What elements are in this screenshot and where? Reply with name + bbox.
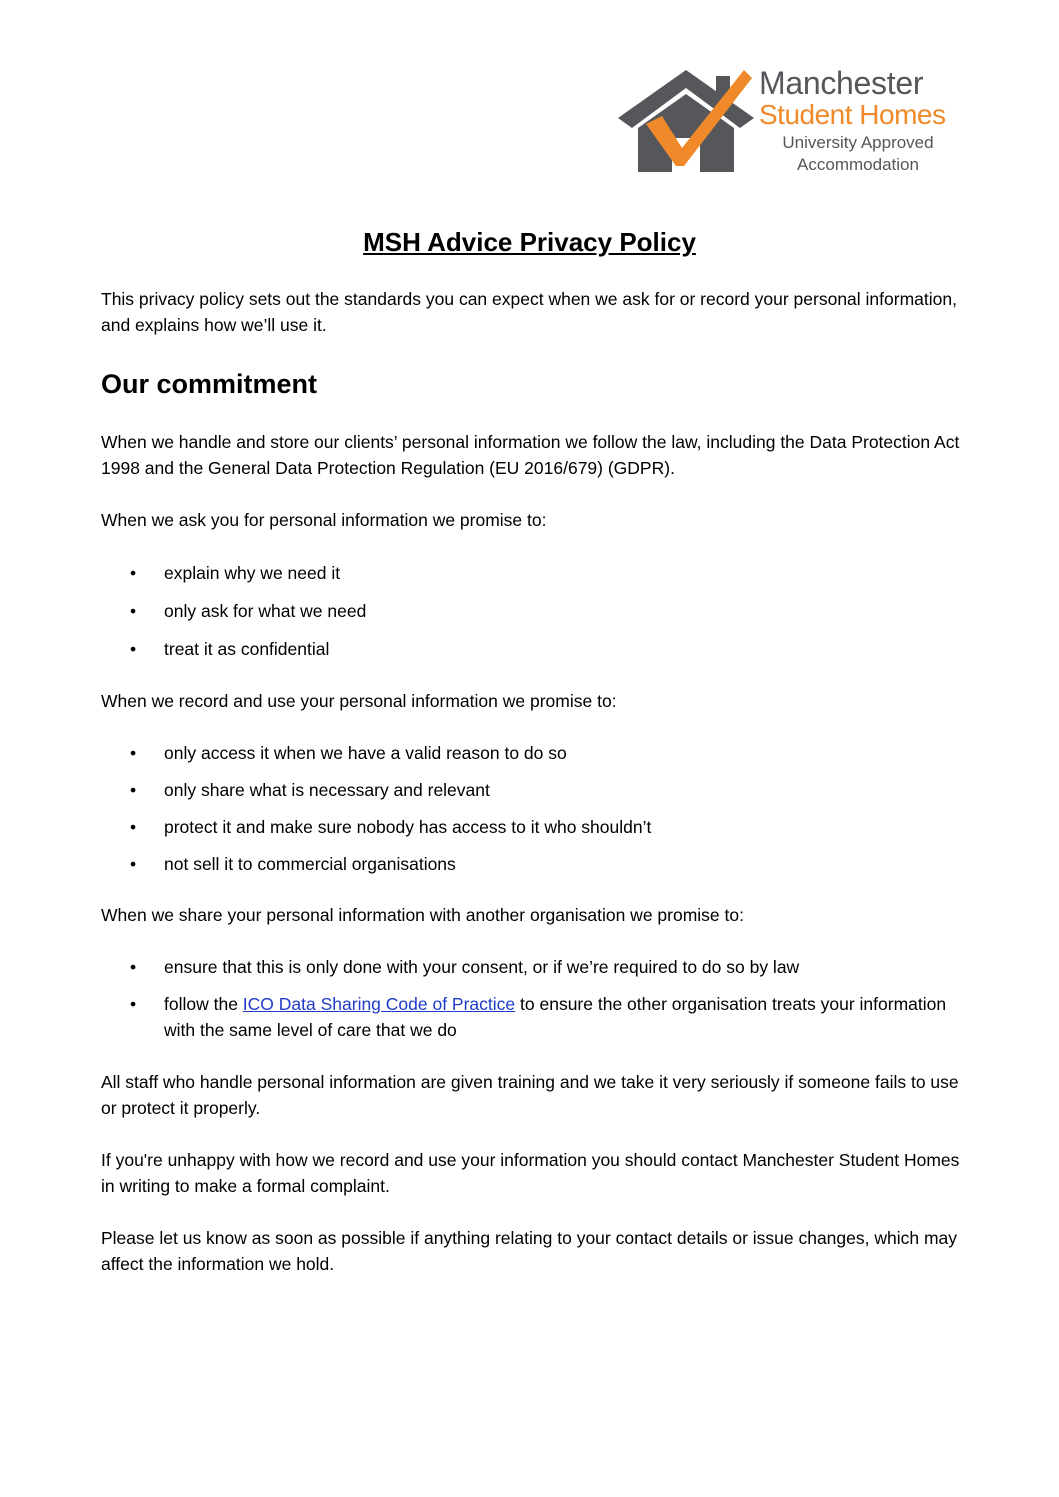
intro-paragraph: This privacy policy sets out the standards you can expect when we ask for or record your personal information, and explains how we’ll use it.: [101, 289, 957, 335]
ask-list: [101, 560, 961, 662]
list-item: [101, 991, 964, 1043]
list-item-text: explain why we need it: [164, 563, 341, 583]
share-list: [101, 954, 961, 1043]
law-paragraph: When we handle and store our clients’ personal information we follow the law, including the Data Protection Act 1998 and the General Data Protection Regulation (EU 2016/679) (GDPR).: [101, 432, 960, 478]
logo-tagline-line2: Accommodation: [797, 155, 919, 174]
bullet-icon: •: [130, 743, 137, 763]
record-intro: When we record and use your personal information we promise to:: [101, 691, 617, 711]
ask-intro: When we ask you for personal information we promise to:: [101, 510, 547, 530]
list-item-text: only ask for what we need: [164, 601, 367, 621]
list-item-text: follow the: [164, 994, 243, 1014]
logo-text-manchester: Manchester: [759, 65, 924, 101]
bullet-icon: •: [130, 563, 137, 583]
list-item: [101, 598, 961, 624]
msh-logo: [618, 66, 963, 176]
list-item-text: only access it when we have a valid reason to do so: [164, 743, 567, 763]
bullet-icon: •: [130, 994, 137, 1014]
bullet-icon: •: [130, 957, 137, 977]
complaint-paragraph: If you're unhappy with how we record and use your information you should contact Manchester Student Homes in writing to make a formal complaint.: [101, 1150, 960, 1196]
list-item: [101, 560, 961, 586]
logo-text-tagline: [768, 132, 948, 176]
section-heading-commitment: Our commitment: [101, 369, 318, 399]
list-item: [101, 814, 961, 840]
share-intro: When we share your personal information with another organisation we promise to:: [101, 905, 744, 925]
list-item-text: ensure that this is only done with your consent, or if we’re required to do so by law: [164, 957, 800, 977]
staff-paragraph: All staff who handle personal information are given training and we take it very seriously if someone fails to use or protect it properly.: [101, 1072, 959, 1118]
list-item: [101, 851, 961, 877]
logo-text-student-homes: Student Homes: [759, 99, 946, 130]
house-check-icon: [618, 66, 758, 176]
logo-tagline-line1: University Approved: [782, 133, 934, 152]
ico-code-link[interactable]: ICO Data Sharing Code of Practice: [242, 994, 516, 1014]
bullet-icon: •: [130, 854, 137, 874]
bullet-icon: •: [130, 817, 137, 837]
list-item: [101, 740, 961, 766]
list-item: [101, 954, 961, 980]
record-list: [101, 740, 961, 877]
list-item: [101, 636, 961, 662]
bullet-icon: •: [130, 639, 137, 659]
list-item-text: treat it as confidential: [164, 639, 330, 659]
page-title: MSH Advice Privacy Policy: [363, 227, 696, 257]
list-item-text: to ensure the other organisation treats your information with the same level of care that we do: [164, 994, 947, 1040]
bullet-icon: •: [130, 780, 137, 800]
list-item-text: only share what is necessary and relevant: [164, 780, 490, 800]
list-item-text: protect it and make sure nobody has access to it who shouldn’t: [164, 817, 652, 837]
bullet-icon: •: [130, 601, 137, 621]
changes-paragraph: Please let us know as soon as possible if anything relating to your contact details or issue changes, which may affect the information we hold.: [101, 1228, 958, 1274]
list-item: [101, 777, 961, 803]
list-item-text: not sell it to commercial organisations: [164, 854, 456, 874]
